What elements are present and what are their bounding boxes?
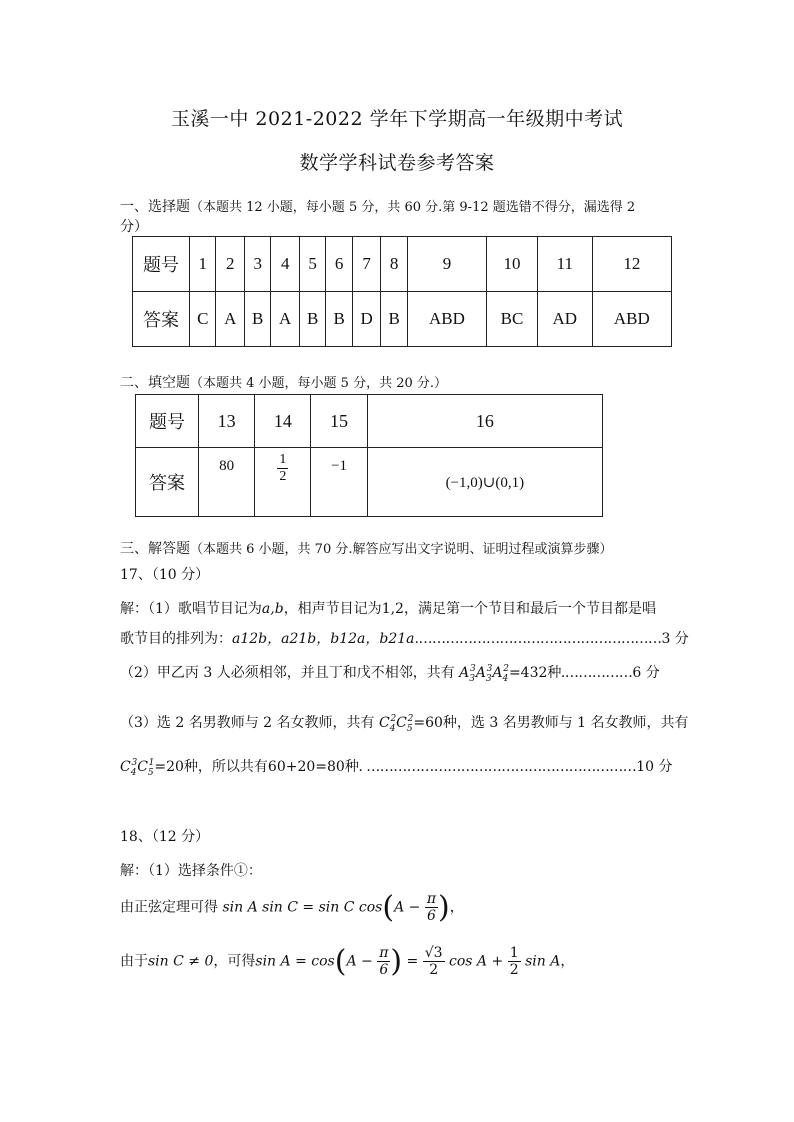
question-number-cell: 4 [271,237,299,292]
math-combination: $C_4^3C_5^1$ [120,758,155,778]
answer-cell: ABD [407,292,486,347]
question-number-cell: 8 [381,237,407,292]
page-subtitle: 数学学科试卷参考答案 [299,152,495,174]
answer-16: (−1,0)∪(0,1) [367,448,602,517]
question-number-cell: 9 [407,237,486,292]
text: 种，所以共有 [183,759,268,775]
answer-14 [255,448,311,517]
answer-cell: A [216,292,244,347]
text: 由正弦定理可得 [120,899,218,916]
question-number-cell: 16 [367,395,602,448]
question-number-cell: 15 [311,395,367,448]
section-1-note: （本题共 12 小题，每小题 5 分，共 60 分.第 9-12 题选错不得分，漏选得 2 [190,200,636,215]
question-number-cell: 3 [244,237,270,292]
fraction-sqrt3-over-2: $\frac{√3}{2}$ [424,944,443,978]
question-number-cell: 11 [537,237,592,292]
text: （3）选 2 名男教师与 2 名女教师，共有 [120,715,375,731]
math-list: a12b，a21b，b12a，b21a [232,631,415,647]
fill-blank-table [135,394,603,517]
dot-leader: .……………………………………………… [414,631,662,647]
section-2-title: 二、填空题 [120,375,190,391]
q17-line-1 [120,598,656,618]
score: 6 分 [632,665,660,681]
answer-cell: B [244,292,270,347]
dot-leader: 种.…………… [547,665,633,681]
question-number-cell: 2 [216,237,244,292]
answer-row [133,292,672,347]
question-number-cell: 5 [299,237,325,292]
section-3-heading [120,538,612,558]
q17-line-4 [120,712,689,734]
paren-left: ( [382,890,395,925]
math-condition: sin C ≠ 0 [148,953,214,970]
answer-cell: ABD [592,292,671,347]
math-arg: A − [394,899,421,916]
q17-line-3 [120,662,660,684]
q17-label: 17、（10 分） [120,567,210,583]
dot-leader: 种. …………………………………………………… [344,759,637,775]
row-header-question: 题号 [136,395,199,448]
paren-right: ) [390,944,403,979]
section-1-note-cont: 分） [120,219,148,235]
text: 种，选 3 名男教师与 1 名女教师，共有 [442,715,689,731]
section-1-title: 一、选择题 [120,199,190,215]
text: 由于 [120,953,148,970]
math-combination: $C_4^2C_5^2$ [378,714,414,734]
answer-cell: BC [487,292,538,347]
answer-row [136,448,603,517]
section-2-note: （本题共 4 小题，每小题 5 分，共 20 分.） [190,376,448,391]
score: 3 分 [661,631,689,647]
math-sum: 60+20=80 [267,759,345,775]
text: ，满足第一个节目和最后一个节目都是唱 [403,601,656,617]
math-result: =60 [413,715,443,731]
math-term: cos A + [449,953,504,970]
answer-cell: B [381,292,407,347]
question-number-cell: 6 [326,237,352,292]
question-number-cell: 14 [255,395,311,448]
math-arg: A − [346,953,373,970]
row-header-answer: 答案 [136,448,199,517]
q18-label: 18、（12 分） [120,829,210,845]
q18-line-3: 由于sin C ≠ 0，可得sin A = cos(A − $\frac{\pi}{6}$ ) = $\frac{√3}{2}$ cos A + $\frac{1}{2}$ sin A， [120,944,575,979]
fraction-one-half: $\frac{1}{2}$ [509,944,519,978]
answer-cell: D [352,292,380,347]
q18-line-1: 解：（1）选择条件①： [120,863,262,879]
q17-line-5 [120,756,673,778]
paren-left: ( [334,944,347,979]
fraction-pi-over-6: $\frac{\pi}{6}$ [379,944,389,978]
math-result: =20 [154,759,184,775]
section-1-heading [120,196,635,216]
math-nums: 1,2 [381,601,404,617]
question-number-cell: 1 [190,237,216,292]
paren-right: ) [438,890,450,925]
section-2-heading [120,372,447,392]
math-expression: sin A sin C = sin C cos [222,899,383,916]
answer-15: −1 [311,448,367,517]
answer-cell: B [299,292,325,347]
page-title: 玉溪一中 2021-2022 学年下学期高一年级期中考试 [170,108,624,130]
math-result: =432 [508,665,548,681]
math-vars: a,b [261,601,284,617]
section-3-title: 三、解答题 [120,541,190,557]
section-3-note: （本题共 6 小题，共 70 分.解答应写出文字说明、证明过程或演算步骤） [190,542,613,557]
answer-cell: AD [537,292,592,347]
answer-cell: B [326,292,352,347]
math-expression: sin A = cos [255,953,335,970]
math-term: sin A [525,953,561,970]
row-header-question: 题号 [133,237,190,292]
answer-13: 80 [199,448,255,517]
q17-line-2 [120,628,689,648]
text: ，相声节目记为 [283,601,382,617]
question-number-cell: 12 [592,237,671,292]
row-header-answer: 答案 [133,292,190,347]
q18-line-2: 由正弦定理可得 sin A sin C = sin C cos(A − $\frac{\pi}{6}$ )， [120,890,464,925]
text: 歌节目的排列为： [120,631,232,647]
math-arrangement: $A_3^3A_3^3A_4^2$ [459,664,509,684]
question-number-cell: 10 [487,237,538,292]
text: （2）甲乙丙 3 人必须相邻，并且丁和戊不相邻，共有 [120,665,455,681]
question-number-row [136,395,603,448]
multiple-choice-table [132,236,672,347]
text: ，可得 [213,953,256,970]
fraction-one-half: $\frac{1}{2}$ [279,452,287,485]
fraction-pi-over-6: $\frac{\pi}{6}$ [426,890,437,924]
score: 10 分 [636,759,673,775]
question-number-cell: 13 [199,395,255,448]
answer-cell: A [271,292,299,347]
question-number-row [133,237,672,292]
answer-cell: C [190,292,216,347]
question-number-cell: 7 [352,237,380,292]
text: 解：（1）歌唱节目记为 [120,601,262,617]
